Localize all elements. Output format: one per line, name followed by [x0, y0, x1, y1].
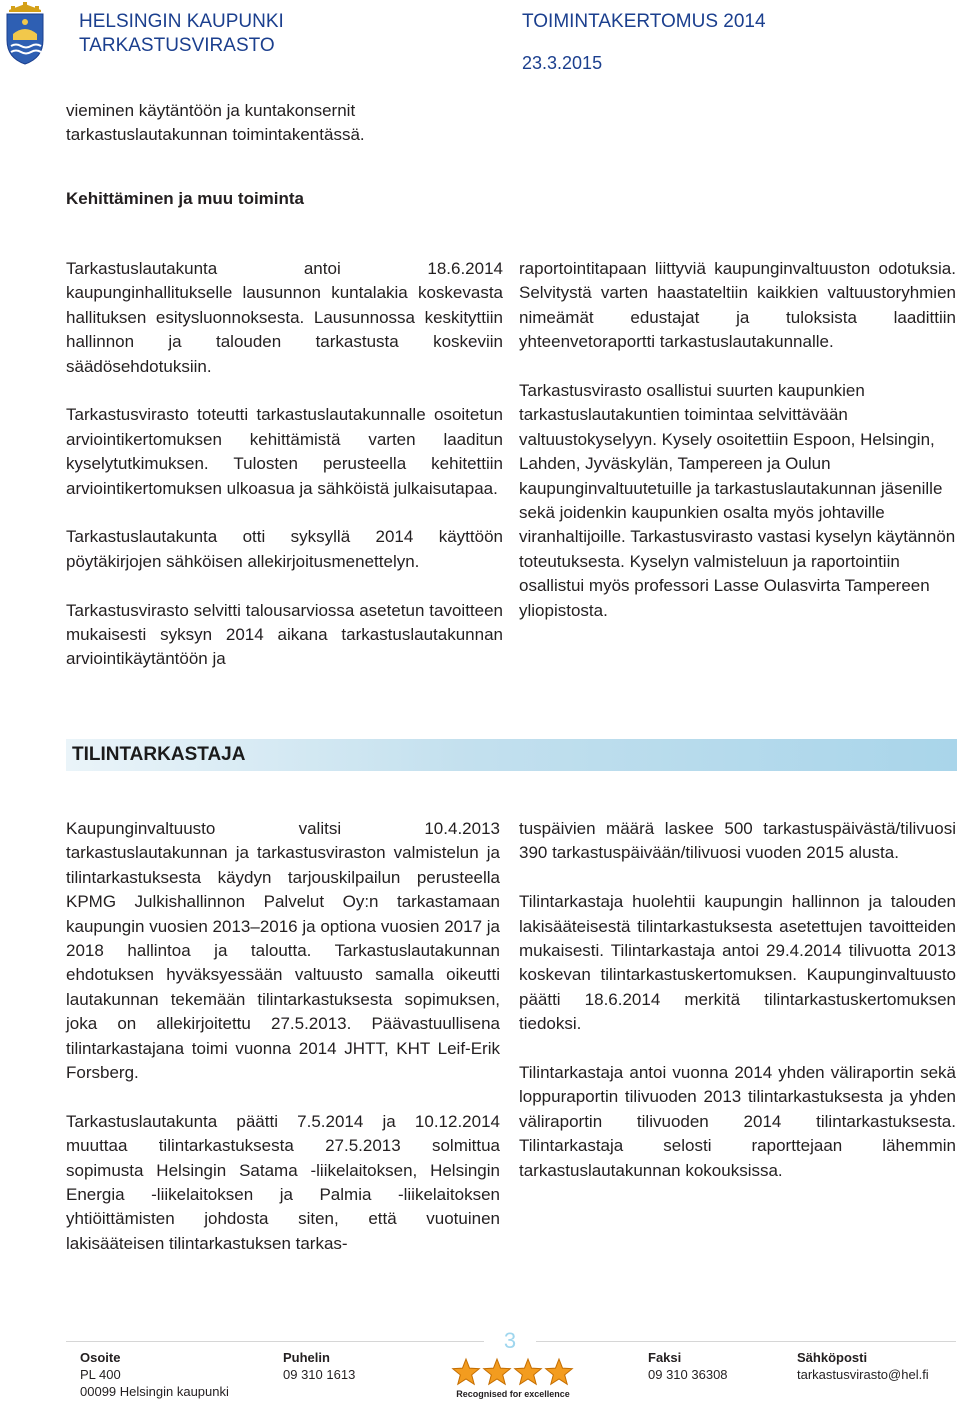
paragraph: Kaupunginvaltuusto valitsi 10.4.2013 tarkastuslautakunnan ja tarkastusviraston valmistelun ja tilintarkastuksesta käydyn tarjouskilpailun perusteella KPMG Julkishallinnon Palvelut Oy:n tarkastamaan kaupungin vuosien 2013–2016 ja optiona vuosien 2017 ja 2018 hallintoa ja taloutta. Tarkastuslautakunnan ehdotuksen hyväksyessään valtuusto samalla oikeutti lautakunnan tekemään tilintarkastuksesta sopimuksen, joka on allekirjoitettu 27.5.2013. Päävastuullisena tilintarkastajana toimi vuonna 2014 JHTT, KHT Leif-Erik Forsberg. — [66, 819, 500, 1083]
footer-fax-value: 09 310 36308 — [648, 1367, 728, 1382]
section2-right-column — [519, 817, 956, 1207]
badge-star-icon — [546, 1359, 573, 1384]
badge-star-icon — [453, 1359, 480, 1384]
intro-paragraph: vieminen käytäntöön ja kuntakonsernit tarkastuslautakunnan toimintakentässä. — [66, 101, 365, 145]
footer-phone-label: Puhelin — [283, 1350, 330, 1365]
paragraph: Tarkastuslautakunta otti syksyllä 2014 käyttöön pöytäkirjojen sähköisen allekirjoitusmenettelyn. — [66, 527, 503, 571]
header-date: 23.3.2015 — [522, 53, 603, 73]
footer-phone — [283, 1349, 355, 1383]
footer-rule-right — [536, 1341, 956, 1342]
header-report-title: TOIMINTAKERTOMUS 2014 — [522, 11, 766, 32]
paragraph: Tarkastuslautakunta päätti 7.5.2014 ja 10.12.2014 muuttaa tilintarkastuksesta 27.5.2013 solmittua sopimusta Helsingin Satama -liikelaitoksen, Helsingin Energia -liikelaitoksen ja Palmia -liikelaitoksen yhtiöittämisten johdosta siten, että vuotuinen lakisääteisen tilintarkastuksen tarkas- — [66, 1111, 500, 1253]
footer-email-value: tarkastusvirasto@hel.fi — [797, 1367, 929, 1382]
footer-fax — [648, 1349, 728, 1383]
section-heading-kehittaminen: Kehittäminen ja muu toiminta — [66, 189, 305, 208]
paragraph: tuspäivien määrä laskee 500 tarkastuspäivästä/tilivuosi 390 tarkastuspäivään/tilivuosi vuoden 2015 alusta. — [519, 819, 956, 863]
paragraph: raportointitapaan liittyviä kaupunginvaltuuston odotuksia. Selvitystä varten haastateltiin kaikkien valtuustoryhmien nimeämät edustajat ja tuloksista laadittiin yhteenvetoraportti tarkastuslautakunnalle. — [519, 259, 956, 352]
intro-block — [66, 99, 503, 172]
footer-email-label: Sähköposti — [797, 1350, 868, 1365]
helsinki-crest-icon — [3, 0, 47, 66]
section1-left-column — [66, 257, 503, 696]
paragraph: Tarkastuslautakunta antoi 18.6.2014 kaupunginhallitukselle lausunnon kuntalakia koskevasta hallituksen esitysluonnoksesta. Lausunnossa keskityttiin hallinnon ja talouden tarkastusta koskeviin säädösehdotuksiin. — [66, 259, 503, 376]
header-org-line2: TARKASTUSVIRASTO — [79, 35, 275, 56]
footer-address-line1: PL 400 — [80, 1367, 121, 1382]
footer-phone-value: 09 310 1613 — [283, 1367, 356, 1382]
paragraph: Tilintarkastaja antoi vuonna 2014 yhden väliraportin sekä loppuraportin tilivuoden 2013 tilintarkastuksesta ja yhden väliraportin tilivuoden 2014 tilintarkastuksesta. Tilintarkastaja selosti raporttejaan lähemmin tarkastuslautakunnan kokouksissa. — [519, 1063, 956, 1180]
section2-left-column — [66, 817, 500, 1281]
footer-fax-label: Faksi — [648, 1350, 682, 1365]
section-banner — [66, 739, 957, 771]
paragraph: Tarkastusvirasto selvitti talousarviossa asetetun tavoitteen mukaisesti syksyn 2014 aikana tarkastuslautakunnan arviointikäytäntöön ja — [66, 600, 503, 669]
section1-right-column — [519, 257, 956, 647]
paragraph: Tilintarkastaja huolehtii kaupungin hallinnon ja talouden lakisääteisestä tilintarkastuksesta asetettujen tavoitteiden mukaisesti. Tilintarkastaja antoi 29.4.2014 tilivuotta 2013 koskevan tilintarkastuskertomuksen. Kaupunginvaltuusto päätti 18.6.2014 merkitä tilintarkastuskertomuksen tiedoksi. — [519, 892, 956, 1034]
footer-email — [797, 1349, 929, 1383]
excellence-badge-text: Recognised for excellence — [456, 1389, 570, 1399]
paragraph: Tarkastusvirasto toteutti tarkastuslautakunnalle osoitetun arviointikertomuksen kehittämistä varten laaditun kyselytutkimuksen. Tulosten perusteella kehitettiin arviointikertomuksen ulkoasua ja sähköistä julkaisutapaa. — [66, 405, 503, 498]
badge-star-icon — [484, 1359, 511, 1384]
badge-star-icon — [515, 1359, 542, 1384]
footer-address-label: Osoite — [80, 1350, 121, 1365]
footer-address — [80, 1349, 229, 1400]
footer-address-line2: 00099 Helsingin kaupunki — [80, 1384, 229, 1399]
section-banner-title: TILINTARKASTAJA — [72, 744, 246, 765]
page-number: 3 — [503, 1328, 517, 1353]
footer-rule-left — [66, 1341, 484, 1342]
header-org-line1: HELSINGIN KAUPUNKI — [79, 11, 284, 32]
paragraph: Tarkastusvirasto osallistui suurten kaupunkien tarkastuslautakuntien toimintaa selvittävään valtuustokyselyyn. Kysely osoitettiin Espoon, Helsingin, Lahden, Jyväskylän, Tampereen ja Oulun kaupunginvaltuutetuille ja tarkastuslautakunnan jäsenille sekä joidenkin kaupunkien osalta myös johtaville viranhaltijoille. Tarkastusvirasto vastasi kyselyn käytännön toteutuksesta. Kyselyn valmisteluun ja raportointiin osallistui myös professori Lasse Oulasvirta Tampereen yliopistosta. — [519, 381, 956, 620]
